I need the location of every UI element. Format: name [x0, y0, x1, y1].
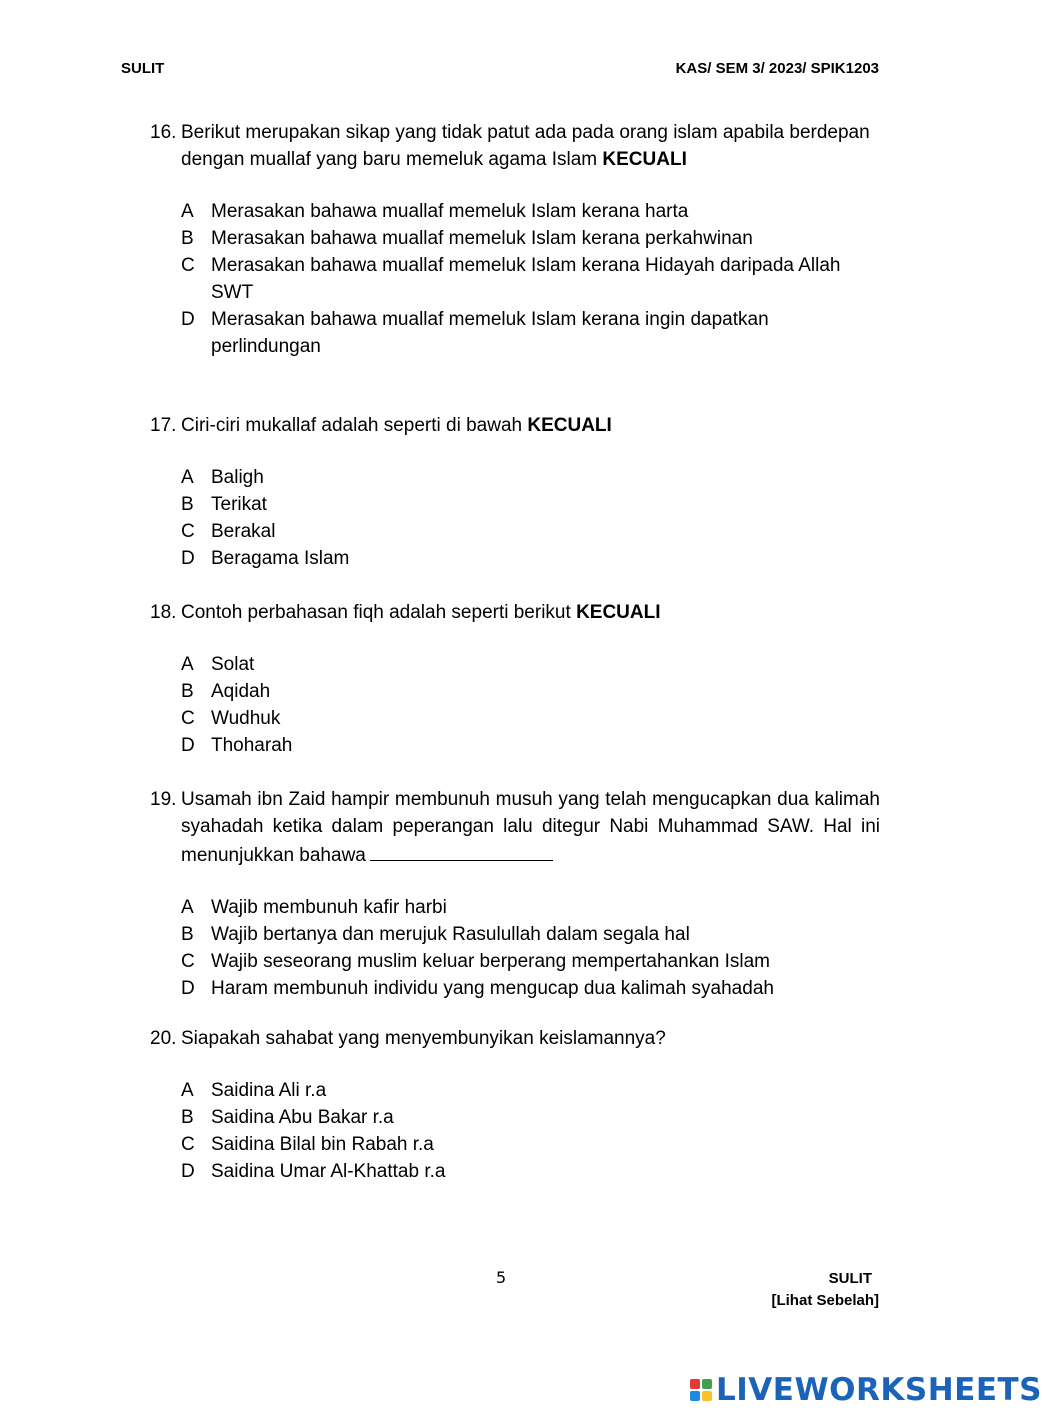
- options-list: [150, 198, 880, 360]
- header-left: SULIT: [121, 60, 165, 77]
- option-d[interactable]: D Thoharah: [181, 735, 293, 756]
- question-text: Berikut merupakan sikap yang tidak patut ada pada orang islam apabila berdepan dengan muallaf yang baru memeluk agama Islam KECUALI: [181, 122, 870, 170]
- question-number: 17.: [150, 415, 177, 436]
- question-text: Siapakah sahabat yang menyembunyikan keislamannya?: [181, 1028, 666, 1049]
- option-a[interactable]: A Baligh: [181, 467, 264, 488]
- option-c[interactable]: C Wajib seseorang muslim keluar berperang mempertahankan Islam: [181, 951, 770, 972]
- option-d[interactable]: D Merasakan bahawa muallaf memeluk Islam kerana ingin dapatkan perlindungan: [181, 309, 769, 357]
- footer-sulit: SULIT: [828, 1270, 872, 1287]
- question-keyword: KECUALI: [576, 602, 661, 623]
- option-a[interactable]: A Solat: [181, 654, 255, 675]
- options-list: [150, 894, 880, 1002]
- option-d[interactable]: D Saidina Umar Al-Khattab r.a: [181, 1161, 446, 1182]
- question-17: [150, 412, 880, 572]
- page-number: 5: [496, 1268, 507, 1287]
- question-text: Contoh perbahasan fiqh adalah seperti berikut KECUALI: [181, 602, 661, 623]
- option-c[interactable]: C Saidina Bilal bin Rabah r.a: [181, 1134, 434, 1155]
- liveworksheets-mark-icon: [690, 1379, 712, 1401]
- answer-blank: [370, 840, 553, 861]
- option-b[interactable]: B Wajib bertanya dan merujuk Rasulullah dalam segala hal: [181, 924, 690, 945]
- question-number: 16.: [150, 122, 177, 143]
- liveworksheets-text: LIVEWORKSHEETS: [716, 1372, 1042, 1408]
- option-b[interactable]: B Merasakan bahawa muallaf memeluk Islam kerana perkahwinan: [181, 228, 753, 249]
- question-text: Usamah ibn Zaid hampir membunuh musuh yang telah mengucapkan dua kalimah syahadah ketika dalam peperangan lalu ditegur Nabi Muhammad SAW. Hal ini menunjukkan bahawa: [181, 789, 880, 866]
- question-keyword: KECUALI: [602, 149, 687, 170]
- question-keyword: KECUALI: [527, 415, 612, 436]
- question-20: [150, 1025, 880, 1185]
- options-list: [150, 651, 880, 759]
- option-c[interactable]: C Wudhuk: [181, 708, 281, 729]
- question-19: [150, 786, 880, 1002]
- header-right: KAS/ SEM 3/ 2023/ SPIK1203: [675, 60, 879, 77]
- footer-lihat-sebelah: [Lihat Sebelah]: [771, 1292, 879, 1309]
- option-d[interactable]: D Beragama Islam: [181, 548, 350, 569]
- option-b[interactable]: B Terikat: [181, 494, 267, 515]
- question-18: [150, 599, 880, 759]
- options-list: [150, 464, 880, 572]
- option-a[interactable]: A Wajib membunuh kafir harbi: [181, 897, 447, 918]
- option-a[interactable]: A Merasakan bahawa muallaf memeluk Islam kerana harta: [181, 201, 689, 222]
- option-b[interactable]: B Aqidah: [181, 681, 271, 702]
- options-list: [150, 1077, 880, 1185]
- question-number: 18.: [150, 602, 177, 623]
- option-b[interactable]: B Saidina Abu Bakar r.a: [181, 1107, 394, 1128]
- option-d[interactable]: D Haram membunuh individu yang mengucap dua kalimah syahadah: [181, 978, 774, 999]
- question-number: 20.: [150, 1028, 177, 1049]
- option-c[interactable]: C Merasakan bahawa muallaf memeluk Islam kerana Hidayah daripada Allah SWT: [181, 255, 841, 303]
- option-c[interactable]: C Berakal: [181, 521, 276, 542]
- liveworksheets-logo: [690, 1372, 1042, 1408]
- question-text: Ciri-ciri mukallaf adalah seperti di bawah KECUALI: [181, 415, 612, 436]
- option-a[interactable]: A Saidina Ali r.a: [181, 1080, 327, 1101]
- question-number: 19.: [150, 789, 177, 810]
- question-16: [150, 119, 880, 360]
